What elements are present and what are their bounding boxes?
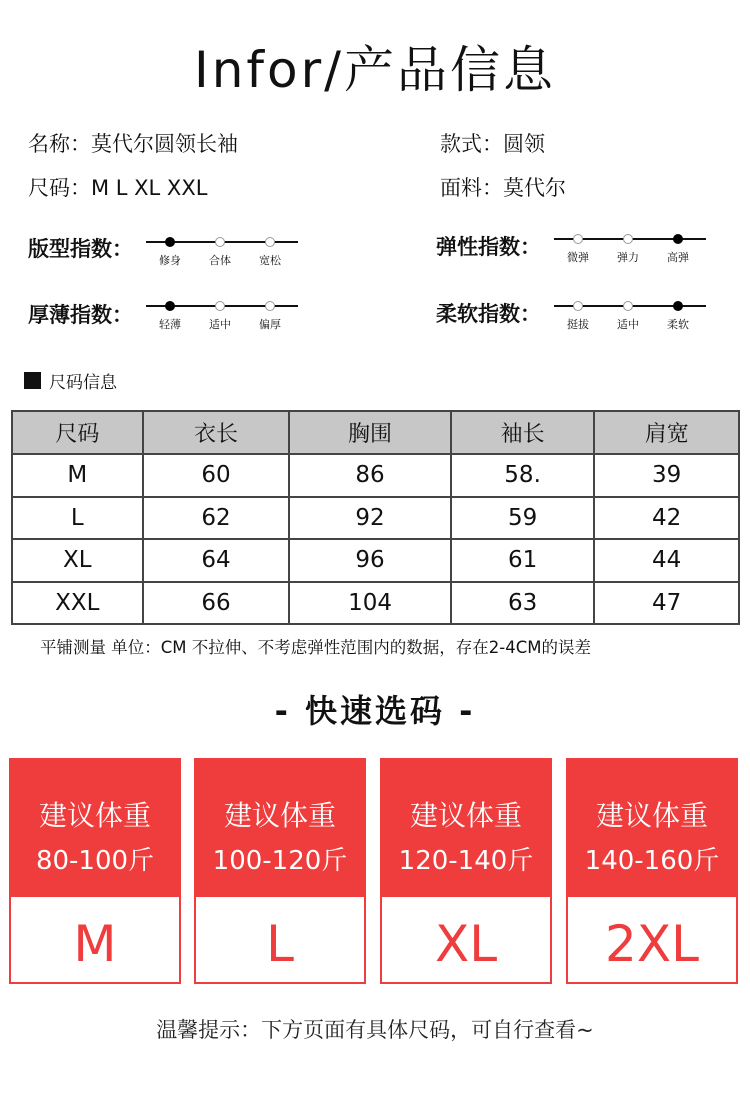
- softness-index-label: 柔软指数：: [436, 302, 541, 326]
- table-row: [12, 497, 739, 540]
- scale-dot: [673, 301, 683, 311]
- scale-tick: 轻薄: [159, 318, 181, 331]
- table-cell: 42: [594, 497, 739, 540]
- thickness-index-label: 厚薄指数：: [28, 303, 133, 327]
- size-info-heading: [24, 368, 117, 393]
- table-cell: 61: [451, 539, 595, 582]
- card-weight-range: 140-160斤: [584, 846, 720, 876]
- scale-tick: 高弹: [667, 251, 689, 264]
- square-bullet-icon: [24, 372, 41, 389]
- scale-dot: [165, 237, 175, 247]
- scale-tick: 宽松: [259, 254, 281, 267]
- scale-dot: [215, 237, 225, 247]
- scale-dot: [165, 301, 175, 311]
- product-name: 名称：莫代尔圆领长袖: [28, 132, 238, 156]
- product-style: 款式：圆领: [440, 132, 545, 156]
- table-cell: 63: [451, 582, 595, 625]
- card-weight-range: 80-100斤: [35, 846, 155, 876]
- table-cell: 104: [289, 582, 451, 625]
- scale-tick: 偏厚: [259, 318, 281, 331]
- column-header: 尺码: [12, 411, 143, 454]
- size-info-heading-text: 尺码信息: [49, 373, 117, 393]
- table-row: [12, 582, 739, 625]
- table-cell: XL: [12, 539, 143, 582]
- scale-tick: 修身: [159, 254, 181, 267]
- elasticity-index-scale: [554, 231, 706, 271]
- table-cell: 64: [143, 539, 290, 582]
- size-table: [11, 410, 740, 625]
- softness-index-scale: [554, 298, 706, 338]
- card-size: M: [73, 915, 117, 973]
- table-cell: 96: [289, 539, 451, 582]
- scale-dot: [573, 301, 583, 311]
- scale-tick: 弹力: [617, 251, 639, 264]
- table-cell: 59: [451, 497, 595, 540]
- scale-tick: 挺拔: [567, 318, 589, 331]
- scale-tick: 柔软: [667, 318, 689, 331]
- table-cell: M: [12, 454, 143, 497]
- scale-dot: [573, 234, 583, 244]
- card-label: 建议体重: [409, 799, 522, 832]
- size-card-m: [9, 758, 181, 984]
- card-header: [382, 760, 550, 897]
- table-cell: 60: [143, 454, 290, 497]
- product-sizes: 尺码：M L XL XXL: [28, 176, 208, 200]
- scale-tick: 合体: [209, 254, 231, 267]
- card-size: L: [266, 915, 294, 973]
- table-cell: 44: [594, 539, 739, 582]
- table-row: [12, 454, 739, 497]
- column-header: 肩宽: [594, 411, 739, 454]
- column-header: 衣长: [143, 411, 290, 454]
- page-title: Infor/产品信息: [193, 41, 557, 99]
- table-cell: 86: [289, 454, 451, 497]
- column-header: 袖长: [451, 411, 595, 454]
- scale-dot: [623, 234, 633, 244]
- scale-dot: [215, 301, 225, 311]
- scale-tick: 适中: [617, 318, 639, 331]
- fit-index-scale: [146, 234, 298, 274]
- scale-tick: 适中: [209, 318, 231, 331]
- scale-tick: 微弹: [567, 251, 589, 264]
- size-card-l: [194, 758, 366, 984]
- table-cell: 92: [289, 497, 451, 540]
- table-cell: 39: [594, 454, 739, 497]
- card-label: 建议体重: [38, 799, 151, 832]
- product-fabric: 面料：莫代尔: [440, 176, 566, 200]
- table-row: [12, 539, 739, 582]
- fit-index-label: 版型指数：: [28, 237, 133, 261]
- size-card-2xl: [566, 758, 738, 984]
- card-label: 建议体重: [223, 799, 336, 832]
- table-cell: 58.: [451, 454, 595, 497]
- table-cell: 62: [143, 497, 290, 540]
- thickness-index-scale: [146, 298, 298, 338]
- scale-dot: [265, 301, 275, 311]
- table-cell: 47: [594, 582, 739, 625]
- card-header: [196, 760, 364, 897]
- quick-size-title: - 快速选码 -: [274, 692, 476, 730]
- card-header: [568, 760, 736, 897]
- scale-dot: [673, 234, 683, 244]
- warm-tip: 温馨提示：下方页面有具体尺码，可自行查看~: [156, 1018, 594, 1042]
- card-size: 2XL: [605, 915, 699, 973]
- elasticity-index-label: 弹性指数：: [436, 235, 541, 259]
- table-cell: XXL: [12, 582, 143, 625]
- table-cell: L: [12, 497, 143, 540]
- scale-dot: [265, 237, 275, 247]
- table-cell: 66: [143, 582, 290, 625]
- card-label: 建议体重: [595, 799, 708, 832]
- card-header: [11, 760, 179, 897]
- card-size: XL: [434, 915, 498, 973]
- table-header-row: [12, 411, 739, 454]
- scale-dot: [623, 301, 633, 311]
- column-header: 胸围: [289, 411, 451, 454]
- measurement-note: 平铺测量 单位：CM 不拉伸、不考虑弹性范围内的数据，存在2-4CM的误差: [40, 638, 591, 657]
- card-weight-range: 120-140斤: [398, 846, 534, 876]
- size-card-xl: [380, 758, 552, 984]
- card-weight-range: 100-120斤: [212, 846, 348, 876]
